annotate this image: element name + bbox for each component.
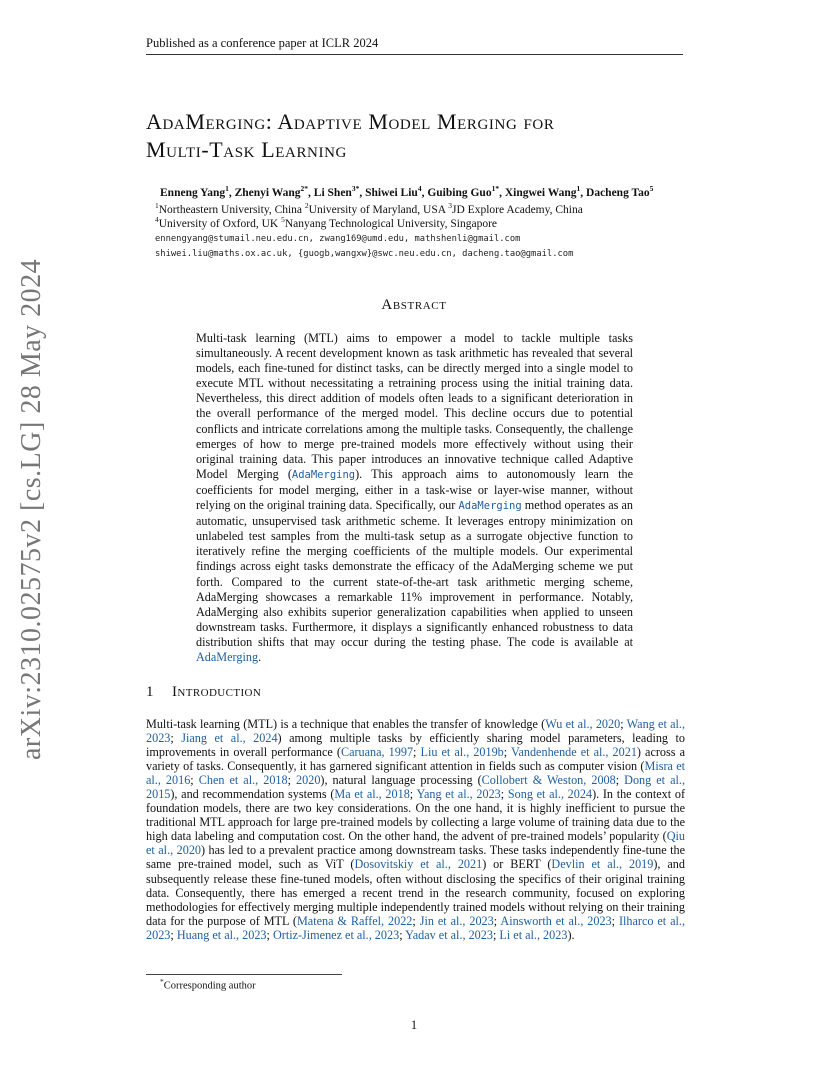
intro-text: ), and subsequently release these fine-tuned models, often without disclosing the specifics of their original training data. Consequently, there has emerged a recent trend in the research community, focused on exploring methodologies for effectively merging multiple independently trained models without relying on their training data for the purpose of MTL ( xyxy=(146,857,685,928)
running-header: Published as a conference paper at ICLR 2024 xyxy=(146,36,379,50)
arxiv-stamp: arXiv:2310.02575v2 [cs.LG] 28 May 2024 xyxy=(16,258,47,760)
introduction-paragraph xyxy=(146,717,685,942)
code-term: AdaMerging xyxy=(458,500,522,513)
citation-link[interactable]: Ma et al., 2018 xyxy=(334,787,410,802)
intro-text: ; xyxy=(287,773,297,788)
author: Guibing Guo$^{1*}$ xyxy=(427,184,500,199)
intro-text: ; xyxy=(266,927,273,942)
intro-text: ; xyxy=(409,787,417,802)
intro-text: ; xyxy=(503,745,512,760)
intro-text: ) among multiple tasks by efficiently sharing model parameters, leading to improvements in overall performance ( xyxy=(146,731,685,760)
citation-link[interactable]: Ilharco et al., 2023 xyxy=(146,913,685,942)
title-line-2: Multi-Task Learning xyxy=(146,137,347,162)
citation-link[interactable]: 2020 xyxy=(296,773,321,788)
intro-text: ; xyxy=(493,913,501,928)
affiliation-line-2: $^4$University of Oxford, UK $^5$Nanyang Technological University, Singapore xyxy=(155,215,498,230)
citation-link[interactable]: Vandenhende et al., 2021 xyxy=(511,745,637,760)
intro-text: ). In the context of foundation models, there are two key considerations. On the one hand, it is highly inefficient to pursue the traditional MTL approach for large pre-trained models by collecting a large volume of training data due to the high data labeling and computation cost. On the other hand, the advent of pre-trained models’ popularity ( xyxy=(146,787,686,844)
footnote: *Corresponding author xyxy=(160,977,256,992)
header-rule xyxy=(146,54,683,55)
author: Dacheng Tao$^5$ xyxy=(586,184,654,199)
citation-link[interactable]: Wang et al., 2023 xyxy=(146,717,685,746)
intro-text: ), natural language processing ( xyxy=(320,773,482,788)
citation-link[interactable]: Yang et al., 2023 xyxy=(416,787,501,802)
author: Xingwei Wang$^1$ xyxy=(504,184,581,199)
section-title: Introduction xyxy=(172,684,262,700)
citation-link[interactable]: Huang et al., 2023 xyxy=(176,927,267,942)
intro-text: ; xyxy=(611,913,619,928)
code-term: AdaMerging xyxy=(291,468,356,481)
email-line-1: ennengyang@stumail.neu.edu.cn, zwang169@umd.edu, mathshenli@gmail.com xyxy=(155,234,521,244)
page-number: 1 xyxy=(410,1018,418,1032)
section-heading xyxy=(146,684,261,701)
citation-link[interactable]: Dosovitskiy et al., 2021 xyxy=(354,857,483,872)
citation-link[interactable]: Ortiz-Jimenez et al., 2023 xyxy=(272,927,400,942)
citation-link[interactable]: Jin et al., 2023 xyxy=(419,913,494,928)
affiliation-line-1: $^1$Northeastern University, China $^2$University of Maryland, USA $^3$JD Explore Academy, China xyxy=(155,201,583,216)
abstract-body: Multi-task learning (MTL) aims to empower a model to tackle multiple tasks simultaneously. A recent development known as task arithmetic has revealed that several models, each fine-tuned for distinct tasks, can be directly merged into a single model to execute MTL without necessitating a retraining process using the initial training data. Nevertheless, this direct addition of models often leads to a significant deterioration in the overall performance of the merged model. This decline occurs due to potential conflicts and intricate correlations among the multiple tasks. Consequently, the challenge emerges of how to merge pre-trained models more effectively without using their original training data. This paper introduces an innovative technique called Adaptive Model Merging (AdaMerging). This approach aims to autonomously learn the coefficients for model merging, either in a task-wise or layer-wise manner, without relying on the original training data. Specifically, our AdaMerging method operates as an automatic, unsupervised task arithmetic scheme. It leverages entropy minimization on unlabeled test samples from the multi-task setup as a surrogate objective function to iteratively refine the merging coefficients of the multiple models. Our experimental findings across eight tasks demonstrate the efficacy of the AdaMerging scheme we put forth. Compared to the current state-of-the-art task arithmetic merging scheme, AdaMerging showcases a remarkable 11% improvement in performance. Notably, AdaMerging also exhibits superior generalization capabilities when applied to unseen downstream tasks. Furthermore, it displays a significantly enhanced robustness to data distribution shifts that may occur during the testing phase. The code is available at AdaMerging. xyxy=(196,331,633,664)
intro-text: ; xyxy=(620,717,627,731)
author: Shiwei Liu$^4$ xyxy=(365,184,422,199)
author: Li Shen$^{3*}$ xyxy=(313,184,360,199)
intro-text: ; xyxy=(615,773,625,788)
email-line-2: shiwei.liu@maths.ox.ac.uk, {guogb,wangxw}@swc.neu.edu.cn, dacheng.tao@gmail.com xyxy=(155,249,574,259)
citation-link[interactable]: Song et al., 2024 xyxy=(507,787,593,802)
intro-text: ; xyxy=(399,927,406,942)
paper-title xyxy=(146,108,706,164)
intro-text: ; xyxy=(170,731,182,746)
citation-link[interactable]: Devlin et al., 2019 xyxy=(551,857,654,872)
code-link[interactable]: AdaMerging xyxy=(196,649,259,664)
author-list: Enneng Yang$^1$, Zhenyi Wang$^{2*}$, Li Shen$^{3*}$, Shiwei Liu$^4$, Guibing Guo$^{1*}$, Xingwei Wang$^1$, Dacheng Tao$^5$ xyxy=(160,184,654,199)
citation-link[interactable]: Yadav et al., 2023 xyxy=(405,927,493,942)
citation-link[interactable]: Wu et al., 2020 xyxy=(545,717,621,731)
intro-text: ; xyxy=(412,913,420,928)
citation-link[interactable]: Caruana, 1997 xyxy=(340,745,414,760)
intro-text: ). xyxy=(567,927,575,942)
citation-link[interactable]: Qiu et al., 2020 xyxy=(146,829,685,858)
title-line-1: AdaMerging: Adaptive Model Merging for xyxy=(146,109,555,134)
intro-text: ) across a variety of tasks. Consequently, it has garnered significant attention in fields such as computer vision ( xyxy=(146,745,685,774)
citation-link[interactable]: Jiang et al., 2024 xyxy=(181,731,278,746)
intro-text: ; xyxy=(492,927,500,942)
citation-link[interactable]: Chen et al., 2018 xyxy=(198,773,288,788)
citation-link[interactable]: Dong et al., 2015 xyxy=(146,773,685,802)
section-number: 1 xyxy=(146,684,154,700)
intro-text: ; xyxy=(170,927,177,942)
citation-link[interactable]: Misra et al., 2016 xyxy=(146,759,686,788)
citation-link[interactable]: Matena & Raffel, 2022 xyxy=(296,913,413,928)
intro-text: ), and recommendation systems ( xyxy=(170,787,335,802)
citation-link[interactable]: Collobert & Weston, 2008 xyxy=(481,773,616,788)
abstract-heading: Abstract xyxy=(381,297,447,313)
intro-text: ; xyxy=(190,773,199,788)
footnote-rule xyxy=(146,974,342,975)
intro-text: ) has led to a prevalent practice among downstream tasks. These tasks independently fine-tune the same pre-trained model, such as ViT ( xyxy=(146,843,685,872)
intro-text: ) or BERT ( xyxy=(482,857,552,872)
intro-text: ; xyxy=(413,745,421,760)
intro-text: ; xyxy=(500,787,508,802)
citation-link[interactable]: Li et al., 2023 xyxy=(499,927,568,942)
author: Zhenyi Wang$^{2*}$ xyxy=(234,184,309,199)
author: Enneng Yang$^1$ xyxy=(160,184,229,199)
citation-link[interactable]: Ainsworth et al., 2023 xyxy=(500,913,612,928)
intro-text: Multi-task learning (MTL) is a technique that enables the transfer of knowledge ( xyxy=(146,717,546,731)
citation-link[interactable]: Liu et al., 2019b xyxy=(420,745,504,760)
